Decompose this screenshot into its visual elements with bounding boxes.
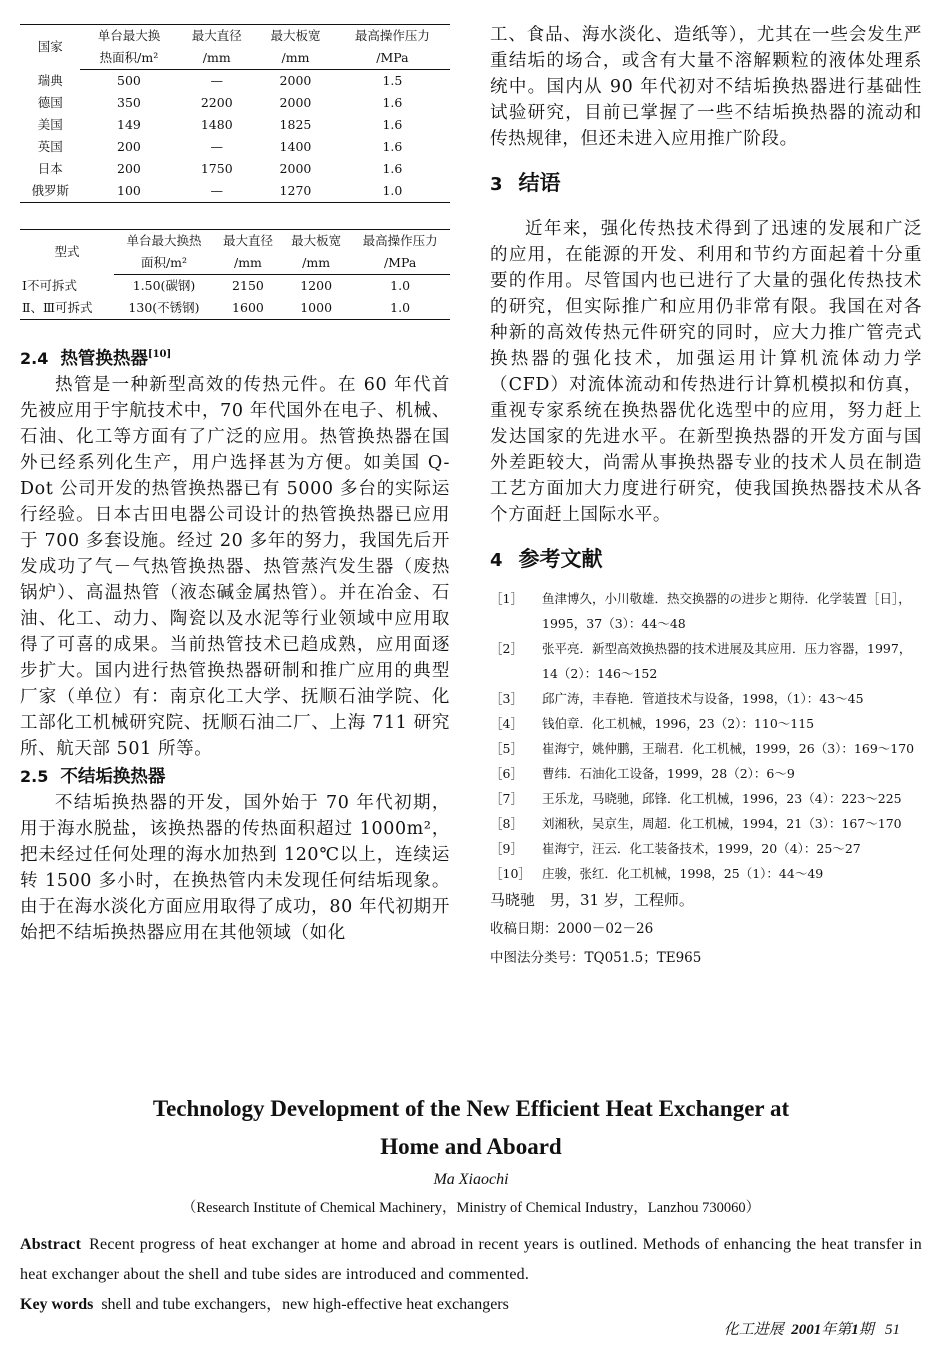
table2-header: 最大直径 (214, 230, 282, 253)
table-type-specs (20, 229, 450, 320)
reference-item: ［5］ 崔海宁，姚仲鹏，王瑞君．化工机械，1999，26（3）：169～170 (490, 741, 915, 756)
table-cell: 英国 (37, 139, 63, 154)
table1-header-unit: /mm (177, 47, 256, 70)
table-cell: 1480 (200, 117, 233, 132)
table-row (20, 92, 450, 114)
table-cell: — (177, 180, 256, 203)
reference-list (490, 586, 922, 886)
table-cell: 1.6 (382, 161, 403, 176)
table-cell: 1200 (300, 278, 333, 293)
abstract-label: Abstract (20, 1236, 82, 1253)
classification-code: 中图法分类号：TQ051.5；TE965 (490, 950, 702, 966)
table2-header: 最大板宽 (282, 230, 350, 253)
table-cell: 200 (117, 161, 141, 176)
table1-header-country: 国家 (20, 25, 80, 70)
table-cell: 500 (117, 73, 141, 88)
table1-header-unit: /MPa (335, 47, 450, 70)
abstract-text: Recent progress of heat exchanger at home and abroad in recent years is outlined. Methods of enhancing the heat transfer in heat exchanger about the shell and tube sides are introduced and commented. (20, 1236, 922, 1283)
table-cell: 1270 (256, 180, 335, 203)
section-body-2-4: 热管是一种新型高效的传热元件。在 60 年代首先被应用于宇航技术中，70 年代国外在电子、机械、石油、化工等方面有了广泛的应用。热管换热器在国外已经系列化生产，用户选择甚为方便。如美国 Q-Dot 公司开发的热管换热器已有 5000 多台的实际运行经验。日本古田电器公司设计的热管换热器已应用于 700 多套设施。经过 20 多年的努力，我国先后开发成功了气－气热管换热器、热管蒸汽发生器（废热锅炉）、高温热管（液态碱金属热管）。并在冶金、石油、化工、动力、陶瓷以及水泥等行业领域中应用取得了可喜的成果。当前热管技术已趋成熟，应用面逐步扩大。国内进行热管换热器研制和推广应用的典型厂家（单位）有：南京化工大学、抚顺石油学院、化工部化工机械研究院、抚顺石油二厂、上海 711 研究所、航天部 501 所等。 (20, 374, 450, 759)
section-number: 3 (490, 174, 503, 195)
section-heading-3 (490, 168, 922, 200)
english-author: Ma Xiaochi (433, 1171, 509, 1188)
table-cell: 1000 (282, 297, 350, 320)
english-affiliation: （Research Institute of Chemical Machinery，Ministry of Chemical Industry，Lanzhou 730060） (181, 1200, 761, 1216)
reference-item: ［3］ 邱广涛，丰春艳．管道技术与设备，1998，（1）：43～45 (490, 691, 864, 706)
page-footer (724, 1318, 900, 1339)
table2-header-unit: 面积/m² (114, 252, 214, 275)
english-abstract-block (20, 1090, 922, 1320)
english-title-line1: Technology Development of the New Efficient Heat Exchanger at (152, 1096, 790, 1121)
table1-header: 最高操作压力 (335, 25, 450, 48)
table-cell: 1.50(碳钢) (132, 278, 196, 293)
section-heading-4 (490, 544, 922, 576)
table-row (20, 158, 450, 180)
issue-number: 1 (851, 1322, 859, 1338)
english-abstract (20, 1230, 922, 1290)
table-cell: 130(不锈钢) (114, 297, 214, 320)
table-cell: 1825 (279, 117, 312, 132)
section-body-2-5: 不结垢换热器的开发，国外始于 70 年代初期，用于海水脱盐，该换热器的传热面积超过 1000m²，把未经过任何处理的海水加热到 120℃以上，连续运转 1500 多小时，在换热管内未发现任何结垢现象。由于在海水淡化方面应用取得了成功，80 年代初期开始把不结垢换热器应用在其他领域（如化 (20, 792, 450, 943)
reference-item: ［6］ 曹纬．石油化工设备，1999，28（2）：6～9 (490, 766, 795, 781)
table-cell: 2200 (200, 95, 233, 110)
reference-item: ［7］ 王乐龙，马晓驰，邱锋．化工机械，1996，23（4）：223～225 (490, 791, 902, 806)
english-keywords (20, 1290, 922, 1320)
issue-text: 年第 (821, 1322, 852, 1338)
reference-item: ［9］ 崔海宁，汪云．化工装备技术，1999，20（4）：25～27 (490, 841, 861, 856)
reference-item: ［1］ 鱼津博久，小川敬雄．热交换器的の进步と期待．化学装置［日］，1995，37（3）：44～48 (490, 591, 911, 631)
table-cell: Ⅱ、Ⅲ可拆式 (20, 297, 114, 320)
table-row (20, 70, 450, 93)
table-cell: 1400 (279, 139, 312, 154)
page-number: 51 (885, 1322, 900, 1338)
section-title: 不结垢换热器 (60, 766, 166, 787)
reference-item: ［4］ 钱伯章．化工机械，1996，23（2）：110～115 (490, 716, 815, 731)
citation: [10] (147, 349, 172, 360)
table1-header-unit: /mm (256, 47, 335, 70)
section-title: 热管换热器 (60, 348, 148, 369)
table-cell: Ⅰ不可拆式 (22, 277, 77, 293)
table-cell: 俄罗斯 (20, 180, 80, 203)
section-heading-2-5 (20, 764, 450, 790)
left-column (20, 0, 450, 946)
section-body-2-5-continued: 工、食品、海水淡化、造纸等），尤其在一些会发生严重结垢的场合，或含有大量不溶解颗粒的液体处理系统中。国内从 90 年代初对不结垢换热器进行基础性试验研究，目前已掌握了一些不结垢换热器的流动和传热规律，但还未进入应用推广阶段。 (490, 25, 922, 149)
table1-header-unit: 热面积/m² (80, 47, 177, 70)
table-cell: 2000 (279, 161, 312, 176)
keywords-label: Key words (20, 1296, 94, 1313)
table2-header-unit: /mm (214, 252, 282, 275)
table-cell: 2150 (232, 278, 264, 293)
table1-header: 最大直径 (177, 25, 256, 48)
table2-header: 最高操作压力 (350, 230, 450, 253)
reference-item: ［2］ 张平亮．新型高效换热器的技术进展及其应用．压力容器，1997，14（2）：146～152 (490, 641, 912, 681)
table-cell: 1600 (214, 297, 282, 320)
table-cell: 2000 (279, 73, 312, 88)
table-cell: 1.5 (382, 73, 403, 88)
right-column (490, 22, 922, 973)
reference-item: ［10］ 庄骏，张红．化工机械，1998，25（1）：44～49 (490, 866, 824, 881)
reference-item: ［8］ 刘湘秋，吴京生，周超．化工机械，1994，21（3）：167～170 (490, 816, 902, 831)
table-country-specs (20, 24, 450, 203)
section-title: 结语 (518, 170, 561, 195)
table-cell: — (210, 139, 223, 154)
table-row (20, 136, 450, 158)
table-cell: 350 (117, 95, 141, 110)
table2-header-type: 型式 (20, 230, 114, 275)
table-cell: 美国 (37, 117, 63, 132)
table-cell: 1.0 (390, 278, 411, 293)
table-cell: 德国 (37, 95, 63, 110)
table1-header: 单台最大换 (80, 25, 177, 48)
table-cell: 200 (117, 139, 141, 154)
section-number: 2.4 (20, 348, 49, 368)
section-body-3: 近年来，强化传热技术得到了迅速的发展和广泛的应用，在能源的开发、利用和节约方面起着十分重要的作用。尽管国内也已进行了大量的强化传热技术的研究，但实际推广和应用仍非常有限。我国在对各种新的高效传热元件研究的同时，应大力推广管壳式换热器的强化技术，加强运用计算机流体动力学（CFD）对流体流动和传热进行计算机模拟和仿真，重视专家系统在换热器优化选型中的应用，努力赶上发达国家的先进水平。在新型换热器的开发方面与国外差距较大，尚需从事换热器专业的技术人员在制造工艺方面加大力度进行研究，使我国换热器技术从各个方面赶上国际水平。 (490, 219, 922, 525)
table-cell: 149 (117, 117, 141, 132)
table-cell: 1.6 (382, 95, 403, 110)
section-number: 2.5 (20, 766, 49, 786)
table-cell: 2000 (279, 95, 312, 110)
received-date: 收稿日期：2000－02－26 (490, 921, 654, 937)
table1-header: 最大板宽 (256, 25, 335, 48)
keywords-text: shell and tube exchangers，new high-effective heat exchangers (101, 1296, 509, 1313)
table-cell: 1.0 (335, 180, 450, 203)
table-row (20, 180, 450, 203)
issue-suffix: 期 (858, 1322, 874, 1338)
author-info: 马晓驰 男，31 岁，工程师。 (490, 891, 694, 909)
table-row (20, 275, 450, 298)
table-cell: 1.6 (382, 117, 403, 132)
section-heading-2-4 (20, 342, 450, 372)
table-cell: 1750 (200, 161, 233, 176)
table2-header: 单台最大换热 (114, 230, 214, 253)
table-cell: 日本 (37, 161, 63, 176)
table2-header-unit: /MPa (350, 252, 450, 275)
section-number: 4 (490, 550, 503, 571)
table-cell: — (210, 73, 223, 88)
table-cell: 1.6 (382, 139, 403, 154)
table-row (20, 114, 450, 136)
table-cell: 瑞典 (37, 72, 63, 88)
journal-year: 2001 (791, 1322, 822, 1338)
table-row (20, 297, 450, 320)
table2-header-unit: /mm (282, 252, 350, 275)
table-cell: 1.0 (350, 297, 450, 320)
table-cell: 100 (80, 180, 177, 203)
section-title: 参考文献 (518, 546, 603, 571)
english-title-line2: Home and Aboard (380, 1134, 562, 1159)
journal-name: 化工进展 (723, 1322, 784, 1338)
